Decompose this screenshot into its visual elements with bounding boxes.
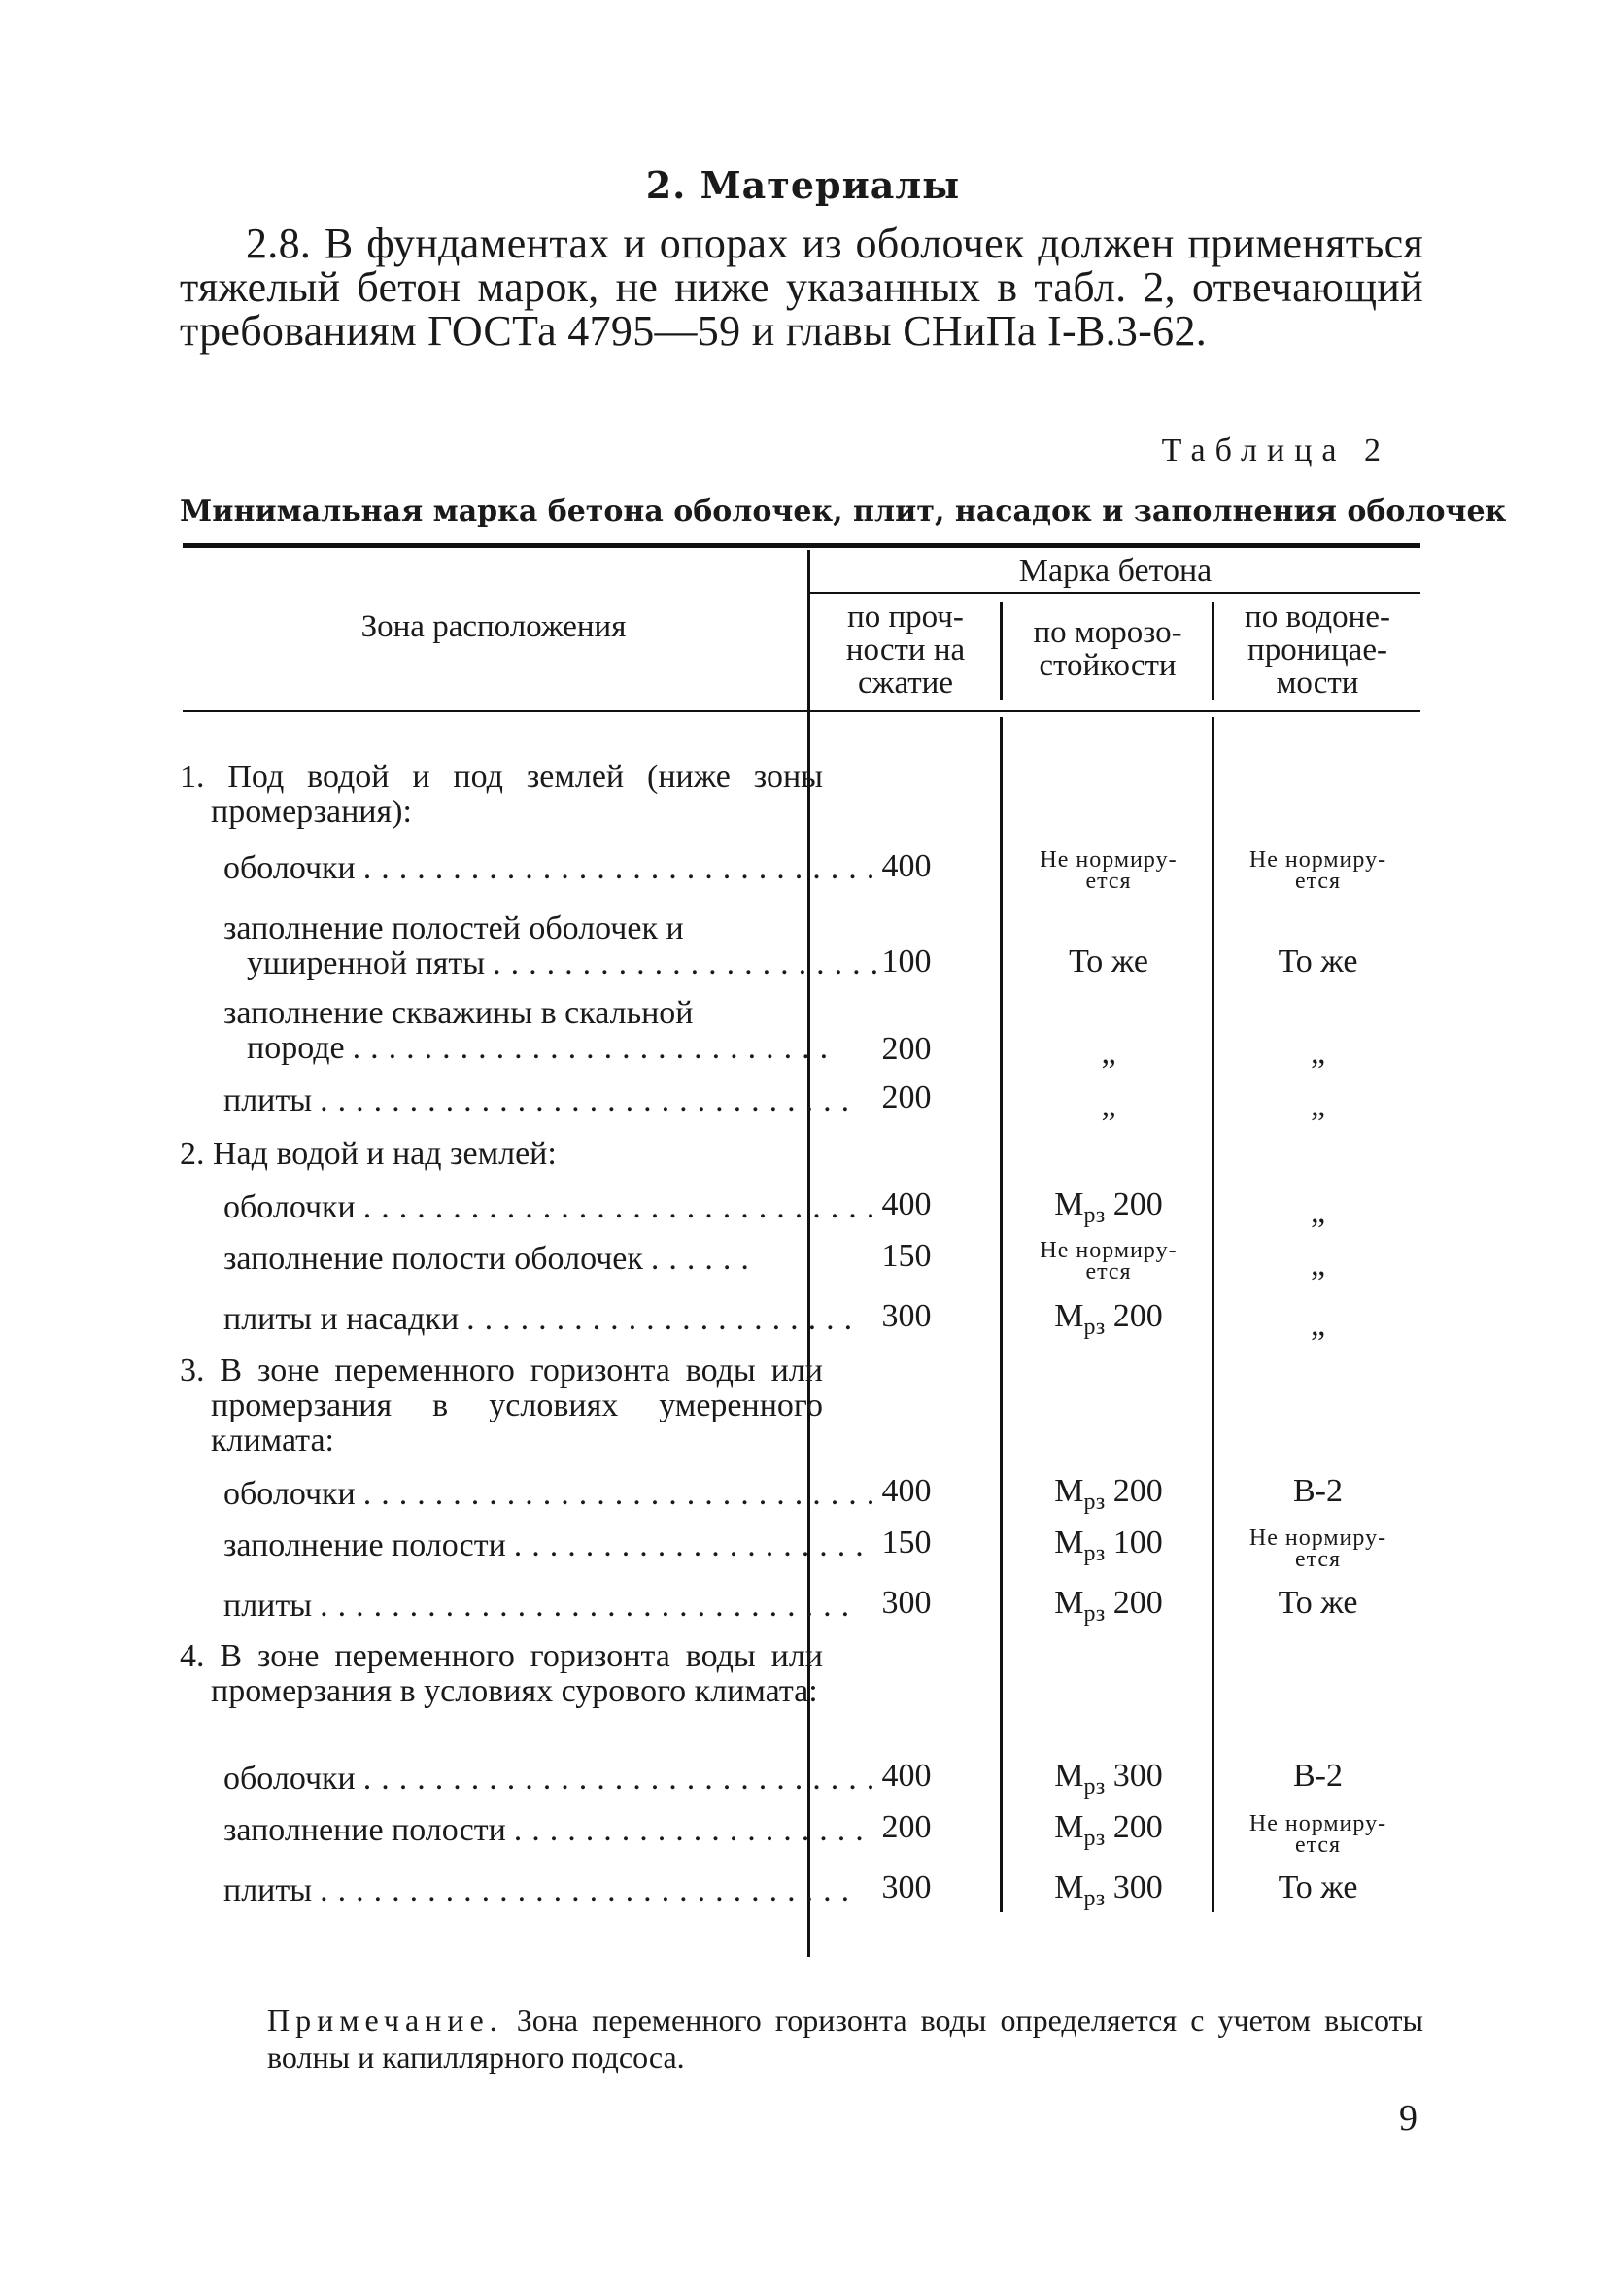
table-top-rule [183, 543, 1420, 548]
note-label: Примечание. [267, 2003, 503, 2038]
cell-text: Не нормиру- [1040, 1238, 1178, 1263]
cell-strength: 300 [881, 1298, 932, 1334]
cell-water: То же [1278, 943, 1358, 979]
row-label [223, 1301, 863, 1337]
row-label [223, 1476, 885, 1512]
row-label-text: плиты [223, 1588, 313, 1624]
header-frost-line: по морозо- [1033, 615, 1182, 650]
leader-dots: ...................... [466, 1301, 863, 1337]
cell-frost: $М_{рз}$ 200 [1054, 1473, 1163, 1515]
cell-water [1215, 1527, 1420, 1570]
row-label [223, 1588, 860, 1624]
cell-text: рз [1083, 1540, 1106, 1566]
cell-strength: 200 [881, 1031, 932, 1067]
cell-text: рз [1083, 1825, 1106, 1851]
cell-text: М [1054, 1473, 1084, 1509]
header-zone: Зона расположения [360, 609, 627, 644]
cell-frost: „ [1101, 1087, 1116, 1123]
section-title: 2. Материалы [645, 163, 961, 207]
cell-strength: 100 [881, 943, 932, 979]
cell-text: рз [1083, 1202, 1106, 1228]
header-strength [810, 600, 1001, 700]
cell-water: „ [1310, 1035, 1326, 1071]
cell-text: Не нормиру- [1248, 1811, 1387, 1836]
cell-text: М [1054, 1525, 1084, 1560]
row-label [223, 1761, 885, 1797]
page-number: 9 [1399, 2098, 1418, 2139]
cell-strength: 400 [881, 848, 932, 884]
row-label-wrap [223, 1030, 838, 1066]
cell-text: рз [1083, 1489, 1106, 1515]
group-title: 2. Над водой и над землей: [180, 1136, 557, 1172]
cell-text: ется [1294, 1547, 1342, 1572]
leader-dots: ............................. [362, 1476, 885, 1512]
row-label-text: заполнение полости оболочек [223, 1241, 643, 1277]
leader-dots: ............................. [362, 850, 885, 886]
row-label-text: заполнение полостей оболочек и [223, 910, 684, 946]
cell-water: „ [1310, 1247, 1326, 1283]
header-strength-line: по проч- [847, 600, 964, 634]
leader-dots: ...................... [493, 945, 889, 981]
cell-frost [1004, 1240, 1213, 1283]
row-label-text: оболочки [223, 850, 356, 886]
row-label-text: породе [247, 1030, 345, 1066]
header-strength-line: сжатие [858, 666, 953, 701]
row-label-wrap [223, 996, 792, 1031]
cell-water [1215, 1813, 1420, 1856]
cell-text: М [1054, 1585, 1084, 1621]
cell-text: ется [1294, 869, 1342, 894]
row-label-text: уширенной пяты [247, 945, 486, 981]
header-water-line: по водоне- [1245, 600, 1390, 634]
cell-strength: 200 [881, 1809, 932, 1845]
row-label [223, 1242, 792, 1277]
row-label [223, 1872, 860, 1908]
leader-dots: .............................. [320, 1872, 860, 1908]
header-frost [1003, 616, 1213, 682]
row-label [223, 1082, 860, 1118]
cell-frost: То же [1069, 943, 1148, 979]
row-label [223, 850, 885, 886]
cell-frost: $М_{рз}$ 300 [1054, 1758, 1163, 1799]
cell-water: В-2 [1293, 1473, 1343, 1509]
group-title: 4. В зоне переменного горизонта воды или промерзания в условиях сурового климата: [180, 1638, 823, 1709]
row-label-text: заполнение скважины в скальной [223, 995, 694, 1031]
row-label [223, 910, 889, 981]
paragraph-2-8: 2.8. В фундаментах и опорах из оболочек должен применяться тяжелый бетон марок, не ниже указанных в табл. 2, отвечающий требованиям ГОСТа 4795—59 и главы СНиПа I-В.3-62. [180, 220, 1423, 355]
cell-text: Не нормиру- [1248, 1525, 1387, 1551]
row-label-text: плиты [223, 1872, 313, 1908]
row-label-text: плиты и насадки [223, 1301, 460, 1337]
group-title: 1. Под водой и под землей (ниже зоны промерзания): [180, 759, 823, 830]
row-label [223, 1812, 873, 1848]
cell-water: То же [1278, 1869, 1358, 1905]
row-label-text: оболочки [223, 1761, 356, 1797]
cell-water [1215, 849, 1420, 892]
leader-dots: .............................. [320, 1588, 860, 1624]
leader-dots: .............................. [320, 1082, 860, 1118]
cell-water: „ [1310, 1087, 1326, 1123]
cell-frost: $М_{рз}$ 200 [1054, 1186, 1163, 1228]
cell-strength: 300 [881, 1585, 932, 1621]
table-note [267, 2002, 1423, 2075]
cell-frost [1004, 849, 1213, 892]
row-label-text: заполнение полости [223, 1527, 506, 1563]
cell-strength: 150 [881, 1525, 932, 1560]
cell-strength: 400 [881, 1186, 932, 1222]
cell-text: рз [1083, 1773, 1106, 1799]
row-label [223, 1189, 885, 1225]
row-label-text: заполнение полости [223, 1812, 506, 1848]
cell-water: То же [1278, 1585, 1358, 1621]
header-sub-rule [809, 592, 1420, 594]
leader-dots: ............................. [362, 1189, 885, 1225]
cell-text: ется [1085, 869, 1132, 894]
cell-water: „ [1310, 1307, 1326, 1343]
row-label-text: оболочки [223, 1476, 356, 1512]
cell-text: рз [1083, 1885, 1106, 1911]
cell-text: рз [1083, 1600, 1106, 1627]
cell-text: ется [1294, 1833, 1342, 1858]
cell-strength: 400 [881, 1473, 932, 1509]
cell-frost: $М_{рз}$ 100 [1054, 1525, 1163, 1566]
header-group: Марка бетона [1018, 553, 1213, 589]
cell-text: М [1054, 1758, 1084, 1794]
group-title: 3. В зоне переменного горизонта воды или промерзания в условиях умеренного климата: [180, 1353, 823, 1458]
cell-text: Не нормиру- [1248, 847, 1387, 873]
cell-strength: 150 [881, 1238, 932, 1274]
leader-dots: .................... [513, 1527, 873, 1563]
cell-strength: 300 [881, 1869, 932, 1905]
header-frost-line: стойкости [1039, 648, 1177, 683]
cell-text: рз [1083, 1314, 1106, 1340]
header-water-line: проницае- [1247, 633, 1387, 668]
note-text: Зона переменного горизонта воды определяется с учетом высоты волны и капиллярного подсоса. [267, 2003, 1424, 2074]
cell-text: М [1054, 1809, 1084, 1845]
leader-dots: ........................... [352, 1030, 838, 1066]
row-label [223, 995, 838, 1066]
cell-strength: 400 [881, 1758, 932, 1794]
leader-dots: ...... [650, 1241, 759, 1277]
leader-dots: ............................. [362, 1761, 885, 1797]
cell-text: ется [1085, 1259, 1132, 1285]
cell-text: М [1054, 1298, 1084, 1334]
cell-text: М [1054, 1186, 1084, 1222]
cell-frost: $М_{рз}$ 200 [1054, 1585, 1163, 1627]
cell-text: Не нормиру- [1040, 847, 1178, 873]
row-label-wrap [223, 945, 889, 981]
table-caption: Минимальная марка бетона оболочек, плит, насадок и заполнения оболочек [180, 495, 1507, 529]
cell-water: В-2 [1293, 1758, 1343, 1794]
cell-text: М [1054, 1869, 1084, 1905]
cell-frost: $М_{рз}$ 200 [1054, 1298, 1163, 1340]
row-label [223, 1527, 873, 1563]
row-label-wrap [223, 911, 792, 946]
cell-strength: 200 [881, 1079, 932, 1115]
row-label-text: оболочки [223, 1189, 356, 1225]
leader-dots: .................... [513, 1812, 873, 1848]
table-number: Таблица 2 [1161, 432, 1390, 468]
header-bottom-rule [183, 710, 1420, 712]
header-strength-line: ности на [845, 633, 966, 668]
header-water [1214, 600, 1420, 700]
header-water-line: мости [1276, 666, 1359, 701]
cell-frost: $М_{рз}$ 200 [1054, 1809, 1163, 1851]
row-label-text: плиты [223, 1082, 313, 1118]
cell-water: „ [1310, 1194, 1326, 1230]
cell-frost: $М_{рз}$ 300 [1054, 1869, 1163, 1911]
cell-frost: „ [1101, 1035, 1116, 1071]
